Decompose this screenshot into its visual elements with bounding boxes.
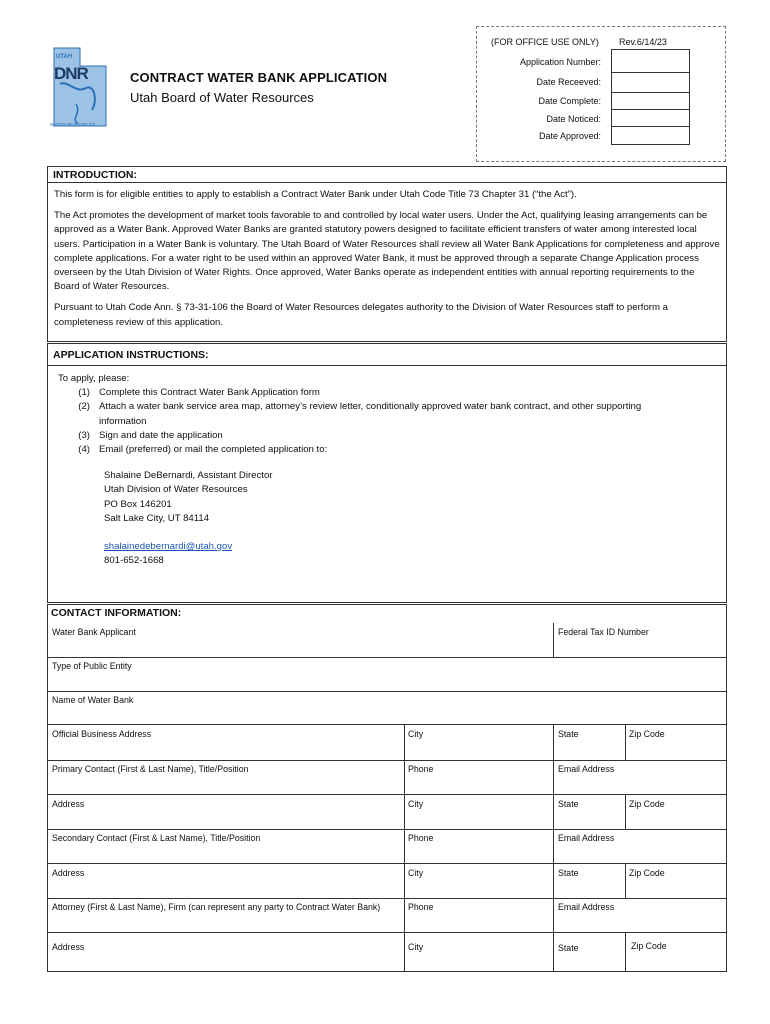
intro-paragraph-3: Pursuant to Utah Code Ann. § 73-31-106 the Board of Water Resources delegates authority to the Division of Water Resources staff to perform a completeness review of this application.: [54, 302, 668, 328]
date-complete-label: Date Complete:: [538, 96, 601, 106]
instruction-step: (2) Attach a water bank service area map, attorney’s review letter, conditionally approved water bank contract, and other supporting information: [78, 401, 642, 427]
primary-address-field[interactable]: Address: [52, 799, 85, 809]
primary-state-field[interactable]: State: [558, 799, 579, 809]
contact-phone: 801-652-1668: [104, 555, 164, 567]
page-title: CONTRACT WATER BANK APPLICATION: [130, 70, 388, 85]
attorney-address-field[interactable]: Address: [52, 942, 85, 952]
attorney-email-field[interactable]: Email Address: [558, 902, 615, 912]
logo-water-resources-text: WATER RESOURCES: [50, 122, 96, 127]
application-number-field[interactable]: [611, 49, 690, 73]
logo-utah-text: UTAH: [56, 54, 73, 60]
primary-phone-field[interactable]: Phone: [408, 764, 434, 774]
secondary-email-field[interactable]: Email Address: [558, 833, 615, 843]
introduction-section: [47, 166, 727, 342]
intro-paragraph-1: This form is for eligible entities to apply to establish a Contract Water Bank under Utah Code Title 73 Chapter 31 (“the Act”).: [54, 189, 577, 200]
utah-dnr-logo: [46, 44, 116, 132]
date-noticed-label: Date Noticed:: [546, 114, 601, 124]
instructions-lead: To apply, please:: [58, 373, 130, 384]
primary-zip-field[interactable]: Zip Code: [629, 799, 665, 809]
contact-information-section: [47, 604, 727, 972]
date-noticed-field[interactable]: [611, 110, 690, 127]
instruction-step: (1) Complete this Contract Water Bank Application form: [78, 387, 320, 399]
date-received-label: Date Receeved:: [536, 77, 601, 87]
date-received-field[interactable]: [611, 72, 690, 93]
public-entity-type-field[interactable]: Type of Public Entity: [52, 661, 132, 671]
introduction-heading: INTRODUCTION:: [48, 167, 726, 183]
contact-heading: CONTACT INFORMATION:: [51, 607, 182, 619]
secondary-contact-field[interactable]: Secondary Contact (First & Last Name), Title/Position: [52, 833, 261, 843]
secondary-state-field[interactable]: State: [558, 868, 579, 878]
date-approved-field[interactable]: [611, 127, 690, 145]
official-state-field[interactable]: State: [558, 729, 579, 739]
attorney-phone-field[interactable]: Phone: [408, 902, 434, 912]
instruction-step: (3) Sign and date the application: [78, 429, 223, 441]
water-bank-name-field[interactable]: Name of Water Bank: [52, 695, 134, 705]
instruction-step: (4) Email (preferred) or mail the completed application to:: [78, 444, 328, 456]
secondary-address-field[interactable]: Address: [52, 868, 85, 878]
federal-tax-id-field[interactable]: Federal Tax ID Number: [558, 627, 649, 637]
secondary-phone-field[interactable]: Phone: [408, 833, 434, 843]
instructions-heading: APPLICATION INSTRUCTIONS:: [48, 344, 726, 366]
attorney-city-field[interactable]: City: [408, 942, 424, 952]
attorney-zip-field[interactable]: Zip Code: [631, 941, 667, 951]
water-bank-applicant-field[interactable]: Water Bank Applicant: [52, 627, 136, 637]
logo-dnr-text: DNR: [54, 64, 88, 83]
secondary-city-field[interactable]: City: [408, 868, 424, 878]
date-approved-label: Date Approved:: [538, 131, 601, 141]
office-use-label: (FOR OFFICE USE ONLY): [491, 37, 599, 47]
date-complete-field[interactable]: [611, 93, 690, 110]
mailing-address: Shalaine DeBernardi, Assistant Director Utah Division of Water Resources PO Box 146201 Salt Lake City, UT 84114 shalainedebernardi@utah.gov 801-652-1668: [104, 469, 726, 568]
attorney-field[interactable]: Attorney (First & Last Name), Firm (can represent any party to Contract Water Bank): [52, 902, 381, 912]
office-use-box: [476, 26, 726, 162]
secondary-zip-field[interactable]: Zip Code: [629, 868, 665, 878]
revision-label: Rev.6/14/23: [619, 37, 667, 47]
official-address-field[interactable]: Official Business Address: [52, 729, 152, 739]
intro-paragraph-2: The Act promotes the development of market tools favorable to and controlled by local water users. Under the Act, qualifying leasing arrangements can be approved as a Water Bank. Approved Water Banks are granted statutory powers designed to facilitate efficient transfers of water among interested local users. Participation in a Water Bank is voluntary. The Utah Board of Water Resources shall review all Water Bank Applications for completeness and approve complete applications. For a water right to be used within an approved Water Bank, it must be approved through a separate Change Application process overseen by the Utah Division of Water Rights. Once approved, Water Banks operate as independent entities with annual reporting requirements to the Board of Water Resources.: [54, 210, 720, 293]
primary-email-field[interactable]: Email Address: [558, 764, 615, 774]
application-number-label: Application Number:: [519, 57, 601, 67]
official-zip-field[interactable]: Zip Code: [629, 729, 665, 739]
official-city-field[interactable]: City: [408, 729, 424, 739]
attorney-state-field[interactable]: State: [558, 943, 579, 953]
page-subtitle: Utah Board of Water Resources: [130, 90, 314, 105]
primary-city-field[interactable]: City: [408, 799, 424, 809]
primary-contact-field[interactable]: Primary Contact (First & Last Name), Title/Position: [52, 764, 249, 774]
contact-email-link[interactable]: shalainedebernardi@utah.gov: [104, 541, 233, 553]
instructions-section: [47, 343, 727, 603]
